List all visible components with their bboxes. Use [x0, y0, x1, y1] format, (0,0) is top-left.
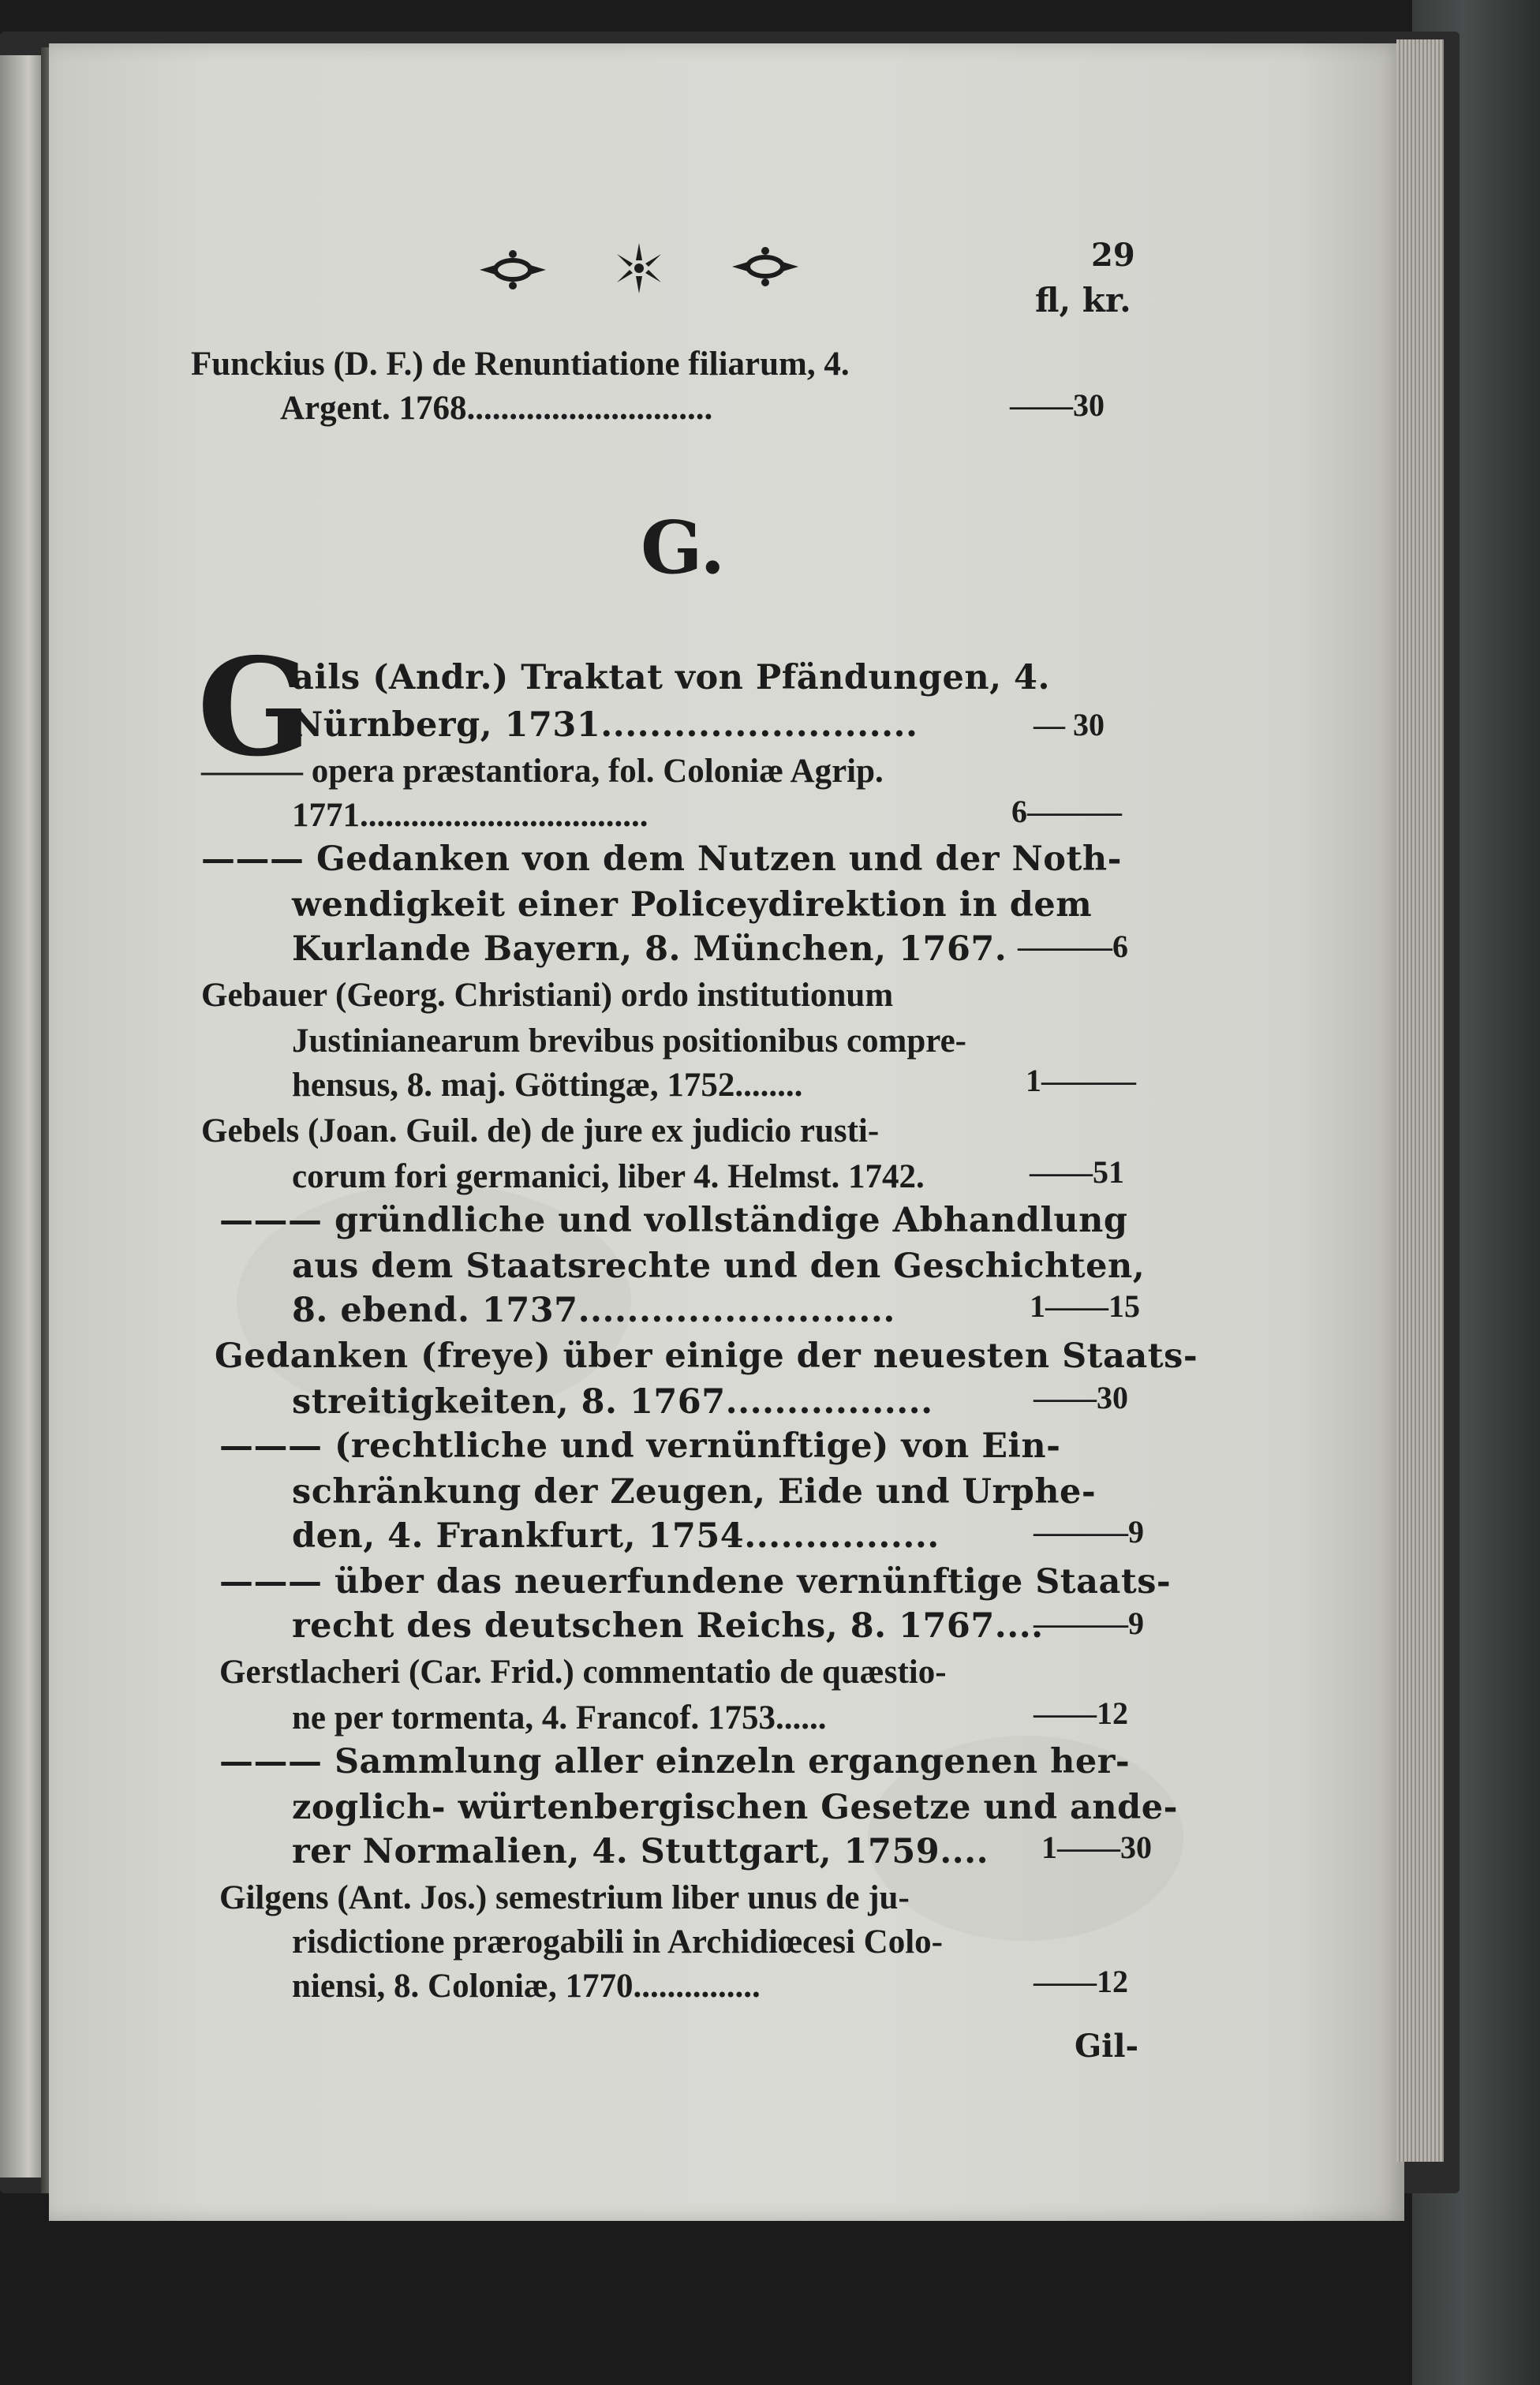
- entry-line: ——— Sammlung aller einzeln ergangenen her-: [219, 1742, 1131, 1781]
- entry-line: recht des deutschen Reichs, 8. 1767....: [292, 1606, 1044, 1646]
- entry-line: Argent. 1768.............................: [280, 390, 713, 427]
- entry-line: ——— (rechtliche und vernünftige) von Ein-: [219, 1426, 1061, 1466]
- entry-price: ———9: [1034, 1606, 1144, 1641]
- entry-line: ——— opera præstantiora, fol. Coloniæ Agrip.: [201, 753, 884, 790]
- entry-price: ——51: [1030, 1154, 1124, 1190]
- entry-line: ——— gründliche und vollständige Abhandlung: [219, 1201, 1128, 1240]
- left-page-edge: [0, 55, 41, 2178]
- entry-price: — 30: [1034, 707, 1105, 742]
- entry-line: Gedanken (freye) über einige der neuesten Staats-: [215, 1336, 1198, 1376]
- entry-line: Gerstlacheri (Car. Frid.) commentatio de quæstio-: [219, 1654, 947, 1691]
- entry-line: Justinianearum brevibus positionibus compre-: [292, 1022, 966, 1060]
- currency-header: fl, kr.: [1035, 281, 1131, 320]
- entry-price: ——12: [1034, 1964, 1128, 1999]
- entry-line: Funckius (D. F.) de Renuntiatione filiarum, 4.: [191, 346, 850, 383]
- entry-price: 1——30: [1041, 1830, 1152, 1865]
- entry-price: ——30: [1010, 387, 1105, 423]
- entry-line: ——— über das neuerfundene vernünftige Staats-: [219, 1562, 1172, 1602]
- entry-line: hensus, 8. maj. Göttingæ, 1752........: [292, 1067, 803, 1104]
- entry-line: schränkung der Zeugen, Eide und Urphe-: [292, 1472, 1097, 1512]
- entry-line: Nürnberg, 1731..........................: [292, 705, 918, 745]
- entry-line: ne per tormenta, 4. Francof. 1753......: [292, 1699, 827, 1736]
- entry-line: corum fori germanici, liber 4. Helmst. 1742.: [292, 1158, 925, 1195]
- entry-price: ——30: [1034, 1380, 1128, 1415]
- entry-line: aus dem Staatsrechte und den Geschichten,: [292, 1247, 1146, 1286]
- entry-price: ———6: [1018, 929, 1128, 964]
- entry-line: risdictione prærogabili in Archidiœcesi Colo-: [292, 1923, 943, 1961]
- entry-price: 1———: [1026, 1063, 1136, 1098]
- catchword: Gil-: [1075, 2028, 1139, 2065]
- header-ornament: [473, 237, 805, 300]
- entry-line: Gebels (Joan. Guil. de) de jure ex judicio rusti-: [201, 1112, 880, 1150]
- entry-line: niensi, 8. Coloniæ, 1770...............: [292, 1968, 761, 2005]
- entry-line: streitigkeiten, 8. 1767.................: [292, 1382, 933, 1422]
- entry-price: ———9: [1034, 1514, 1144, 1550]
- entry-line: zoglich- würtenbergischen Gesetze und ande-: [292, 1788, 1178, 1827]
- ornament-left-icon: [480, 250, 546, 290]
- entry-line: 8. ebend. 1737..........................: [292, 1291, 895, 1330]
- page-number: 29: [1091, 237, 1135, 274]
- drop-initial: G: [197, 629, 312, 787]
- ornament-star-icon: [617, 243, 661, 293]
- entry-line: 1771..................................: [292, 797, 649, 834]
- entry-line: Gilgens (Ant. Jos.) semestrium liber unus de ju-: [219, 1879, 910, 1916]
- entry-line: ails (Andr.) Traktat von Pfändungen, 4.: [292, 658, 1050, 697]
- entry-line: Kurlande Bayern, 8. München, 1767.: [292, 929, 1007, 969]
- entry-line: rer Normalien, 4. Stuttgart, 1759....: [292, 1832, 989, 1871]
- entry-price: ——12: [1034, 1695, 1128, 1731]
- entry-price: 6———: [1011, 794, 1122, 829]
- ornament-right-icon: [732, 247, 798, 286]
- page-fore-edge: [1396, 39, 1444, 2162]
- entry-line: den, 4. Frankfurt, 1754................: [292, 1516, 940, 1556]
- section-letter: G.: [641, 505, 726, 590]
- entry-price: 1——15: [1030, 1288, 1140, 1324]
- entry-line: ——— Gedanken von dem Nutzen und der Noth-: [201, 839, 1122, 879]
- entry-line: Gebauer (Georg. Christiani) ordo institutionum: [201, 977, 894, 1014]
- entry-line: wendigkeit einer Policeydirektion in dem: [292, 885, 1093, 925]
